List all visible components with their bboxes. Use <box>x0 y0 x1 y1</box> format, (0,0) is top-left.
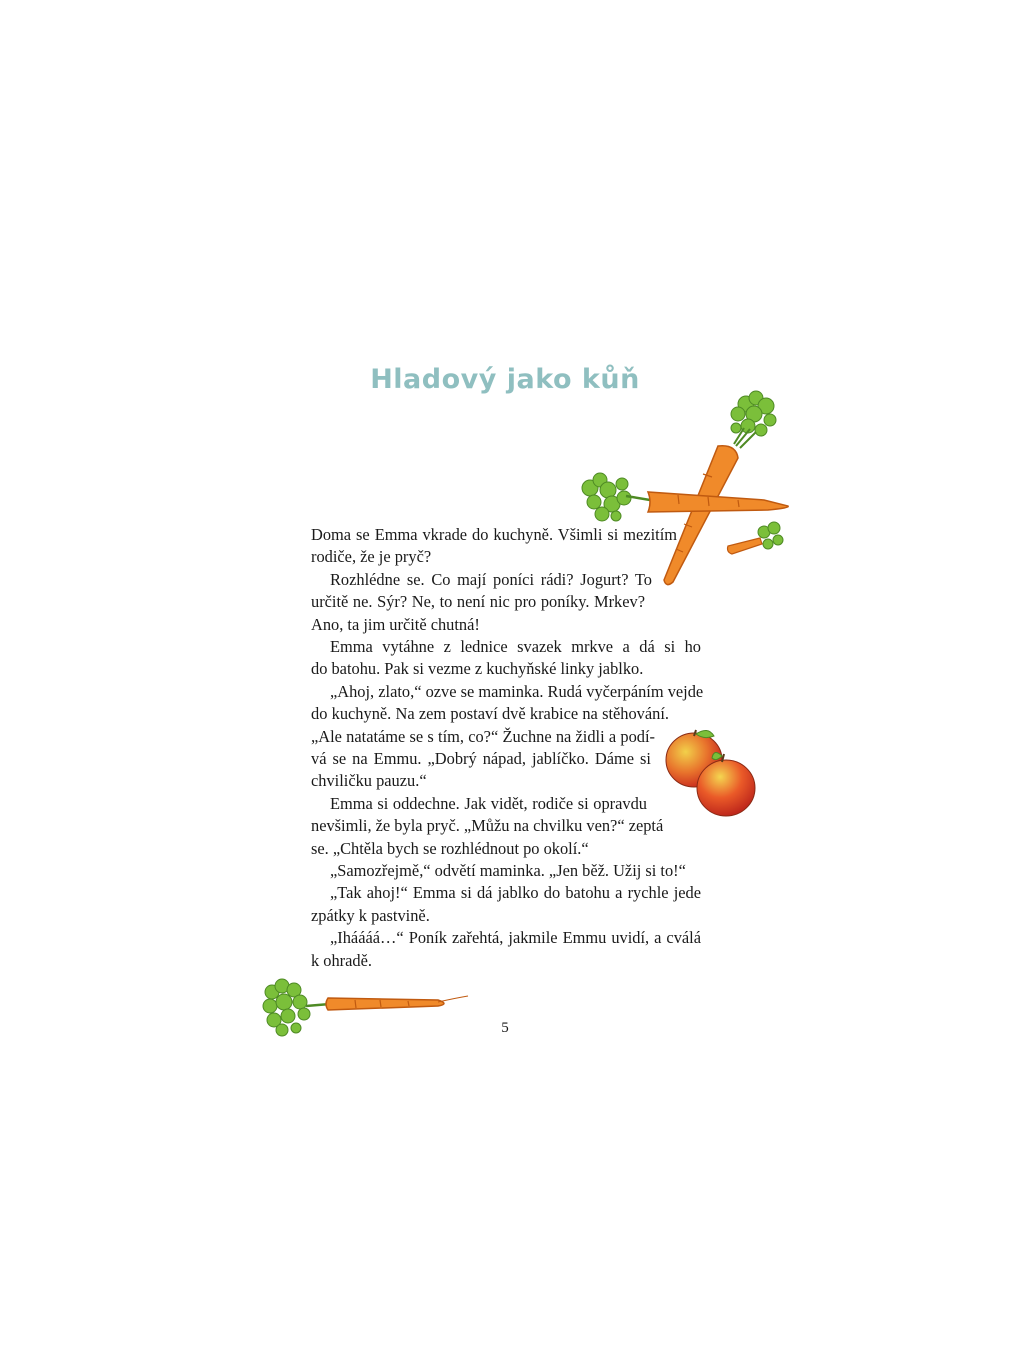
paragraph-line: Rozhlédne se. Co mají poníci rádi? Jogurt? To <box>330 570 652 589</box>
carrot-bottom-illustration <box>260 978 472 1040</box>
paragraph-line: „Ale natatáme se s tím, co?“ Žuchne na židli a podí- <box>311 727 655 746</box>
paragraph-line: zpátky k pastvině. <box>311 906 430 925</box>
paragraph-line: Doma se Emma vkrade do kuchyně. Všimli si mezitím <box>311 525 677 544</box>
paragraph-line: určitě ne. Sýr? Ne, to není nic pro poníky. Mrkev? <box>311 592 645 611</box>
page-number: 5 <box>501 1020 509 1036</box>
carrots-crossed-illustration <box>578 384 790 590</box>
paragraph-line: Ano, ta jim určitě chutná! <box>311 615 480 634</box>
paragraph-line: „Tak ahoj!“ Emma si dá jablko do batohu a rychle jede <box>330 883 701 902</box>
paragraph-line: nevšimli, že byla pryč. „Můžu na chvilku ven?“ zeptá <box>311 816 664 835</box>
paragraph-line: Emma si oddechne. Jak vidět, rodiče si opravdu <box>330 794 647 813</box>
paragraph-line: se. „Chtěla bych se rozhlédnout po okolí.“ <box>311 839 589 858</box>
paragraph-line: Emma vytáhne z lednice svazek mrkve a dá si ho <box>330 637 701 656</box>
paragraph-line: vá se na Emmu. „Dobrý nápad, jablíčko. Dáme si <box>311 749 651 768</box>
paragraph-line: „Iháááá…“ Poník zařehtá, jakmile Emmu uvidí, a cválá <box>330 928 701 947</box>
paragraph-line: do batohu. Pak si vezme z kuchyňské linky jablko. <box>311 659 644 678</box>
paragraph-line: chviličku pauzu.“ <box>311 771 427 790</box>
paragraph-line: „Ahoj, zlato,“ ozve se maminka. Rudá vyčerpáním vejde <box>330 682 704 701</box>
apples-illustration <box>664 728 758 820</box>
paragraph-line: „Samozřejmě,“ odvětí maminka. „Jen běž. Užij si to!“ <box>330 861 686 880</box>
chapter-title: Hladový jako kůň <box>370 364 640 395</box>
paragraph-line: rodiče, že je pryč? <box>311 547 432 566</box>
paragraph-line: do kuchyně. Na zem postaví dvě krabice na stěhování. <box>311 704 669 723</box>
paragraph-line: k ohradě. <box>311 951 372 970</box>
